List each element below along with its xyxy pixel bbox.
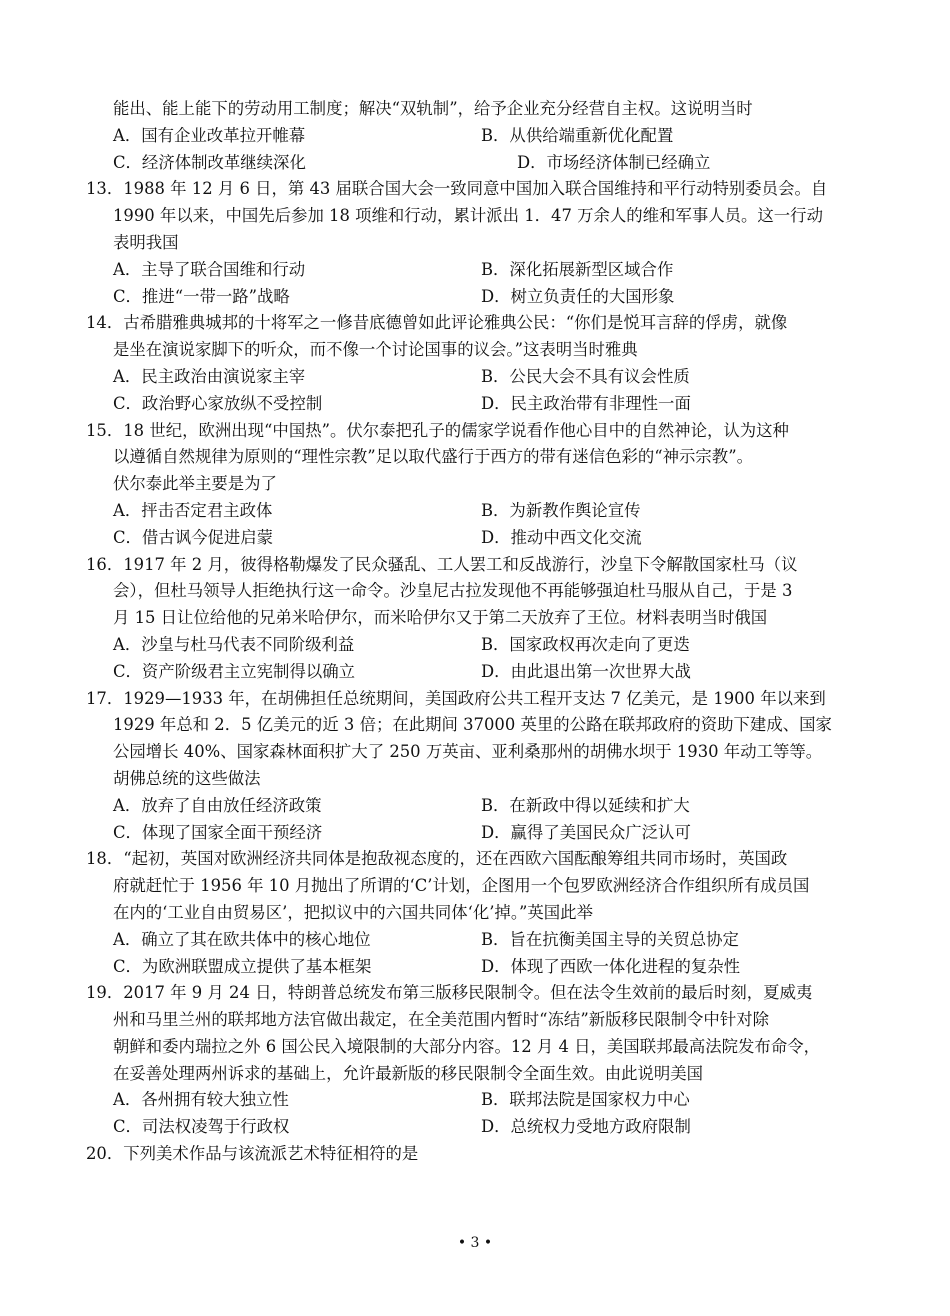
question-19-options-row-2 [86, 1114, 886, 1141]
question-15-options-row-1 [86, 498, 886, 525]
question-13-line-3: 表明我国 [113, 232, 179, 252]
question-19-line-4: 在妥善处理两州诉求的基础上，允许最新版的移民限制令全面生效。由此说明美国 [113, 1063, 704, 1083]
option-c[interactable]: C．为欧洲联盟成立提供了基本框架 [113, 956, 372, 976]
option-a[interactable]: A．民主政治由演说家主宰 [113, 366, 306, 386]
option-d[interactable]: D．赢得了美国民众广泛认可 [481, 822, 691, 842]
option-d[interactable]: D．体现了西欧一体化进程的复杂性 [481, 956, 740, 976]
question-18-line-3: 在内的‘工业自由贸易区’，把拟议中的六国共同体‘化’掉。”英国此举 [113, 902, 593, 922]
question-18-line-1: 18．“起初，英国对欧洲经济共同体是抱敌视态度的，还在西欧六国酝酿筹组共同市场时，英国政 [86, 849, 788, 869]
question-17-line-4: 胡佛总统的这些做法 [113, 768, 261, 788]
question-19-options-row-1 [86, 1087, 886, 1114]
question-14-options-row-2 [86, 391, 886, 418]
question-14-line-1: 14．古希腊雅典城邦的十将军之一修昔底德曾如此评论雅典公民：“你们是悦耳言辞的俘虏，就像 [86, 313, 788, 333]
question-17-line-3: 公园增长 40%、国家森林面积扩大了 250 万英亩、亚利桑那州的胡佛水坝于 1930 年动工等等。 [113, 742, 823, 762]
option-b[interactable]: B．联邦法院是国家权力中心 [481, 1090, 690, 1110]
question-13-options-row-2 [86, 284, 886, 311]
question-16-line-3: 月 15 日让位给他的兄弟米哈伊尔，而米哈伊尔又于第二天放弃了王位。材料表明当时俄国 [113, 608, 768, 628]
option-d[interactable]: D．市场经济体制已经确立 [517, 152, 711, 172]
question-15-line-3: 伏尔泰此举主要是为了 [113, 474, 277, 494]
question-18-options-row-1 [86, 927, 886, 954]
question-13-options-row-1 [86, 257, 886, 284]
question-15-options-row-2 [86, 525, 886, 552]
question-16-line-1: 16．1917 年 2 月，彼得格勒爆发了民众骚乱、工人罢工和反战游行，沙皇下令解散国家杜马（议 [86, 554, 798, 574]
question-15-line-2: 以遵循自然规律为原则的“理性宗教”足以取代盛行于西方的带有迷信色彩的“神示宗教”。 [113, 447, 753, 467]
question-19-line-3: 朝鲜和委内瑞拉之外 6 国公民入境限制的大部分内容。12 月 4 日，美国联邦最高法院发布命令， [113, 1036, 820, 1056]
option-b[interactable]: B．在新政中得以延续和扩大 [481, 795, 690, 815]
question-17-options-row-2 [86, 820, 886, 847]
question-20-line-1: 20．下列美术作品与该流派艺术特征相符的是 [86, 1144, 419, 1164]
question-18-options-row-2 [86, 954, 886, 981]
option-d[interactable]: D．树立负责任的大国形象 [481, 286, 675, 306]
question-17-options-row-1 [86, 793, 886, 820]
option-d[interactable]: D．总统权力受地方政府限制 [481, 1117, 691, 1137]
option-b[interactable]: B．为新教作舆论宣传 [481, 500, 641, 520]
question-19-line-2: 州和马里兰州的联邦地方法官做出裁定，在全美范围内暂时“冻结”新版移民限制令中针对除 [113, 1010, 769, 1030]
option-a[interactable]: A．确立了其在欧共体中的核心地位 [113, 929, 371, 949]
option-d[interactable]: D．由此退出第一次世界大战 [481, 661, 691, 681]
option-c[interactable]: C．推进“一带一路”战略 [113, 286, 290, 306]
option-a[interactable]: A．各州拥有较大独立性 [113, 1090, 289, 1110]
question-13-line-2: 1990 年以来，中国先后参加 18 项维和行动，累计派出 1．47 万余人的维和军事人员。这一行动 [113, 206, 823, 226]
option-c[interactable]: C．政治野心家放纵不受控制 [113, 393, 323, 413]
option-a[interactable]: A．抨击否定君主政体 [113, 500, 273, 520]
option-b[interactable]: B．公民大会不具有议会性质 [481, 366, 690, 386]
option-a[interactable]: A．主导了联合国维和行动 [113, 259, 306, 279]
question-19-line-1: 19．2017 年 9 月 24 日，特朗普总统发布第三版移民限制令。但在法令生效前的最后时刻，夏威夷 [86, 983, 813, 1003]
option-c[interactable]: C．借古讽今促进启蒙 [113, 527, 274, 547]
option-a[interactable]: A．沙皇与杜马代表不同阶级利益 [113, 634, 355, 654]
option-d[interactable]: D．推动中西文化交流 [481, 527, 642, 547]
question-16-options-row-1 [86, 632, 886, 659]
question-17-line-2: 1929 年总和 2．5 亿美元的近 3 倍；在此期间 37000 英里的公路在联邦政府的资助下建成、国家 [113, 715, 832, 735]
question-18-line-2: 府就赶忙于 1956 年 10 月抛出了所谓的‘C’计划，企图用一个包罗欧洲经济合作组织所有成员国 [113, 876, 810, 896]
option-a[interactable]: A．放弃了自由放任经济政策 [113, 795, 322, 815]
option-b[interactable]: B．深化拓展新型区域合作 [481, 259, 674, 279]
option-c[interactable]: C．经济体制改革继续深化 [113, 152, 306, 172]
question-12-options-row-1 [86, 123, 886, 150]
question-16-options-row-2 [86, 659, 886, 686]
page-content [86, 96, 886, 1168]
option-b[interactable]: B．国家政权再次走向了更迭 [481, 634, 690, 654]
option-a[interactable]: A．国有企业改革拉开帷幕 [113, 125, 306, 145]
question-14-line-2: 是坐在演说家脚下的听众，而不像一个讨论国事的议会。”这表明当时雅典 [113, 340, 638, 360]
option-c[interactable]: C．体现了国家全面干预经济 [113, 822, 323, 842]
option-b[interactable]: B．从供给端重新优化配置 [481, 125, 674, 145]
question-12-options-row-2 [86, 150, 886, 177]
page-number: • 3 • [457, 1235, 493, 1251]
question-13-line-1: 13．1988 年 12 月 6 日，第 43 届联合国大会一致同意中国加入联合国维持和平行动特别委员会。自 [86, 179, 828, 199]
option-c[interactable]: C．资产阶级君主立宪制得以确立 [113, 661, 356, 681]
option-c[interactable]: C．司法权凌驾于行政权 [113, 1117, 290, 1137]
option-d[interactable]: D．民主政治带有非理性一面 [481, 393, 691, 413]
question-15-line-1: 15．18 世纪，欧洲出现“中国热”。伏尔泰把孔子的儒家学说看作他心目中的自然神论，认为这种 [86, 420, 789, 440]
question-12-continuation: 能出、能上能下的劳动用工制度；解决“双轨制”，给予企业充分经营自主权。这说明当时 [113, 99, 753, 118]
question-17-line-1: 17．1929—1933 年，在胡佛担任总统期间，美国政府公共工程开支达 7 亿美元，是 1900 年以来到 [86, 688, 826, 708]
question-14-options-row-1 [86, 364, 886, 391]
option-b[interactable]: B．旨在抗衡美国主导的关贸总协定 [481, 929, 739, 949]
question-16-line-2: 会），但杜马领导人拒绝执行这一命令。沙皇尼古拉发现他不再能够强迫杜马服从自己，于是 3 [113, 581, 793, 601]
